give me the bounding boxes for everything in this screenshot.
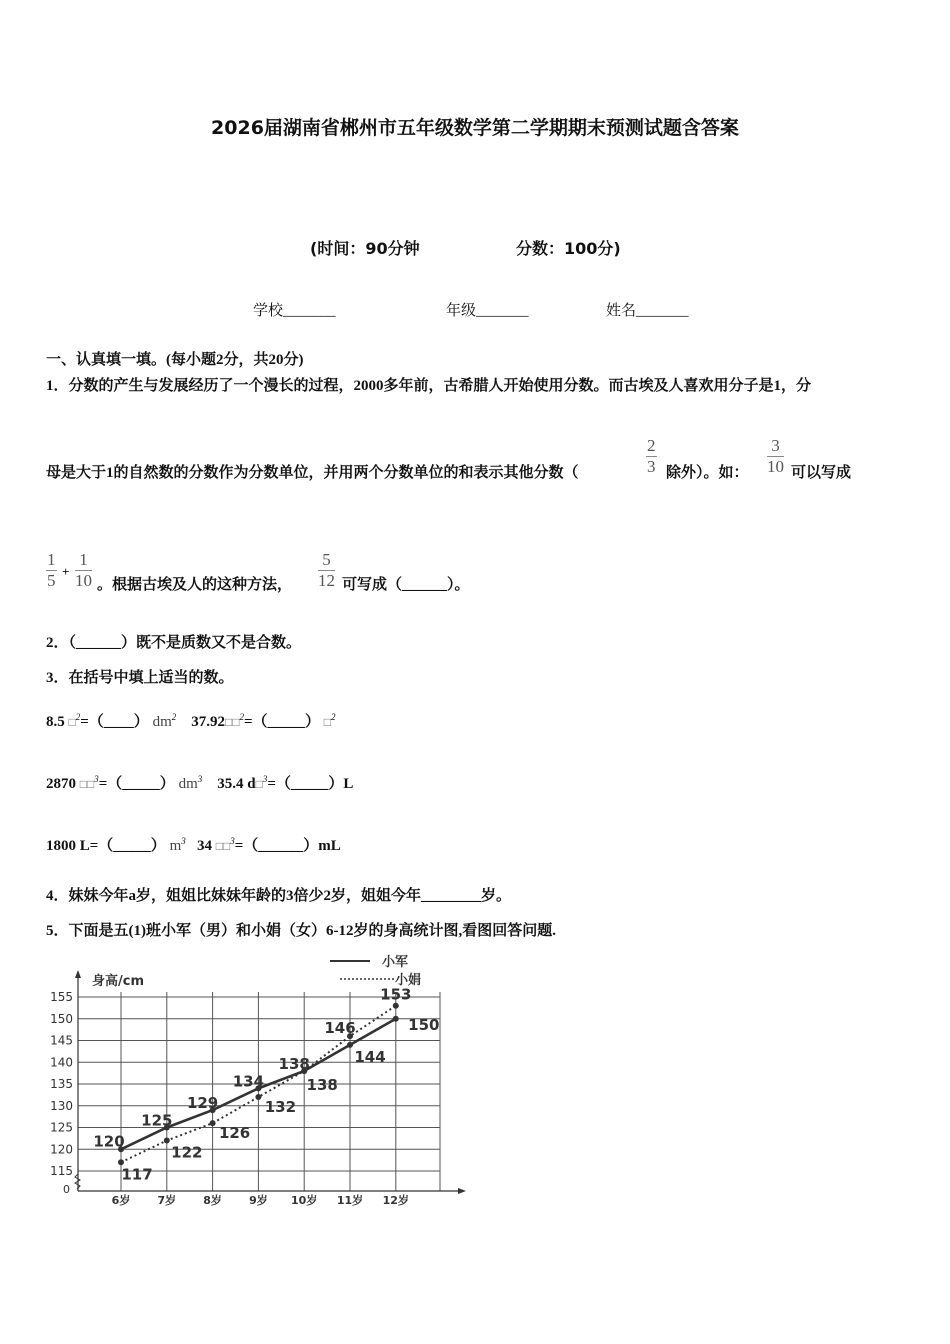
height-line-chart [40,950,470,1212]
x-tick-label: 6岁 [111,1194,131,1207]
page-title: 2026届湖南省郴州市五年级数学第二学期期末预测试题含答案 [211,117,739,139]
y-axis-label: 身高/cm [92,974,145,989]
data-label: 132 [264,1098,297,1117]
data-label: 134 [232,1072,265,1091]
legend-label: 小娟 [395,973,422,988]
y-tick-label: 120 [50,1142,73,1157]
y-tick-label: 140 [50,1055,73,1070]
school-field: 学校_______ [253,303,336,319]
section-heading: 一、认真填一填。(每小题2分，共20分) [46,352,304,368]
question-3-row1: 8.5 □$^2$=（____） $dm^2$ 37.92□□$^2$=（_____） □$^2$ [46,712,336,730]
data-point [347,1042,353,1048]
data-label: 126 [218,1124,251,1143]
exam-time: (时间：90分钟 [310,239,420,258]
x-tick-label: 10岁 [291,1194,318,1207]
data-label: 146 [324,1019,356,1038]
y-tick-label: 125 [50,1120,73,1135]
origin-label: 0 [63,1183,70,1196]
x-tick-label: 9岁 [249,1194,268,1207]
y-tick-label: 150 [50,1011,73,1026]
question-1-line2c: 可以写成 [791,465,852,481]
question-1-line3a: 。根据古埃及人的这种方法， [97,577,293,593]
fraction-1-5: $\frac{1}{5}$ [47,550,56,590]
fraction-1-10: $\frac{1}{10}$ [75,550,92,590]
y-tick-label: 145 [50,1033,73,1048]
y-axis-arrow-icon [75,970,81,978]
data-label: 117 [121,1165,153,1184]
data-label: 150 [408,1015,440,1034]
data-point [393,1016,399,1022]
data-label: 120 [93,1132,125,1151]
question-3-stem: 3．在括号中填上适当的数。 [46,670,234,686]
data-point [255,1094,261,1100]
data-point [210,1120,216,1126]
data-label: 138 [278,1054,310,1073]
question-2: 2．（______）既不是质数又不是合数。 [46,635,302,651]
x-tick-label: 12岁 [382,1194,409,1207]
data-point [164,1138,170,1144]
data-label: 153 [380,985,412,1004]
question-3-row2: 2870 □□$^3$=（_____） $dm^3$ 35.4 d□$^3$=（_____）L [46,774,354,792]
fraction-5-12: $\frac{5}{12}$ [318,550,335,590]
x-axis-arrow-icon [458,1188,466,1194]
y-tick-label: 130 [50,1098,73,1113]
data-label: 144 [354,1047,386,1066]
x-tick-label: 8岁 [203,1194,222,1207]
exam-score: 分数：100分) [516,239,621,258]
question-1-line3b: 可写成（______）。 [342,577,470,593]
y-tick-label: 115 [50,1164,73,1178]
question-1-line2a: 母是大于1的自然数的分数作为分数单位，并用两个分数单位的和表示其他分数（ [46,465,579,481]
question-1-line1: 1．分数的产生与发展经历了一个漫长的过程，2000多年前，古希腊人开始使用分数。而古埃及人喜欢用分子是1，分 [46,378,812,394]
x-tick-label: 7岁 [157,1194,177,1207]
data-label: 125 [141,1111,173,1130]
question-1-line2b: 除外）。如： [666,465,749,481]
question-5: 5．下面是五(1)班小军（男）和小娟（女）6-12岁的身高统计图,看图回答问题. [46,923,556,939]
data-label: 138 [306,1075,338,1094]
fraction-3-10: $\frac{3}{10}$ [767,436,784,476]
name-field: 姓名_______ [606,303,689,319]
plus-sign: + [62,564,70,579]
question-3-row3: 1800 L=（_____） $m^3$ 34 □□$^3$=（______）mL [46,836,341,854]
legend-label: 小军 [382,955,409,970]
grade-field: 年级_______ [446,303,529,319]
y-tick-label: 135 [50,1077,73,1091]
question-4: 4．妹妹今年a岁，姐姐比妹妹年龄的3倍少2岁，姐姐今年________岁。 [46,888,512,904]
data-label: 129 [186,1094,219,1113]
fraction-2-3: $\frac{2}{3}$ [647,436,656,476]
data-label: 122 [171,1143,203,1162]
y-tick-label: 155 [50,990,73,1004]
x-tick-label: 11岁 [336,1194,364,1207]
